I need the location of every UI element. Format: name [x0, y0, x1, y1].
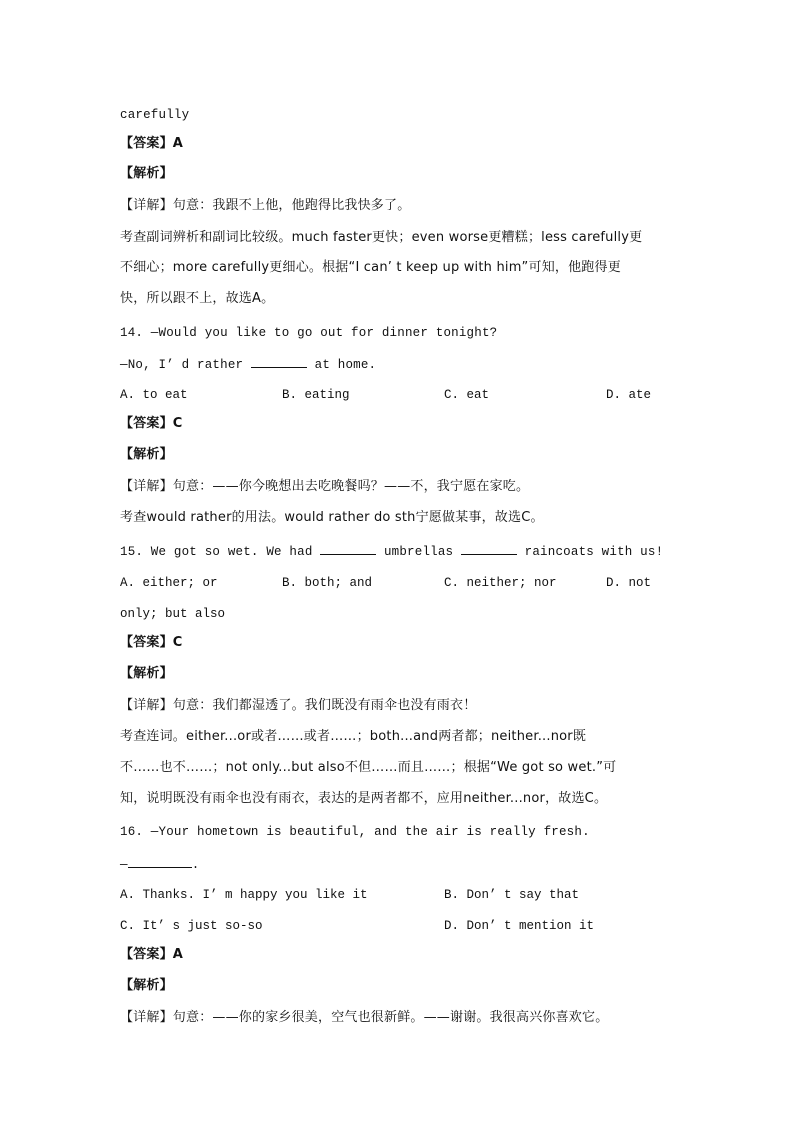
analysis-label: 【解析】	[120, 666, 173, 681]
question-16-end: .	[191, 858, 200, 872]
answer-label: 【答案】A	[120, 136, 184, 151]
explanation-text: 快，所以跟不上，故选A。	[120, 291, 275, 306]
option-b: B. Don’ t say that	[444, 888, 580, 902]
option-c: C. It’ s just so-so	[120, 919, 263, 933]
option-d-continued: only; but also	[120, 607, 226, 621]
explanation-text: 考查副词辨析和副词比较级。much faster更快；even worse更糟糕；less carefully更	[120, 230, 643, 245]
option-b: B. eating	[282, 388, 350, 402]
answer-blank	[128, 855, 192, 868]
question-14-prompt: 14. —Would you like to go out for dinner tonight?	[120, 326, 498, 340]
option-d: D. ate	[606, 388, 652, 402]
question-15-text: 15. We got so wet. We had	[120, 545, 313, 559]
explanation-text: 不……也不……；not only...but also不但……而且……；根据“We got so wet.”可	[120, 760, 617, 775]
question-15-text-mid: umbrellas	[383, 545, 454, 559]
question-14-response	[120, 355, 376, 374]
answer-blank	[251, 355, 307, 368]
question-14-response-text: —No, I’ d rather	[120, 358, 244, 372]
option-d: D. Don’ t mention it	[444, 919, 595, 933]
option-c: C. neither; nor	[444, 576, 557, 590]
analysis-label: 【解析】	[120, 447, 173, 462]
answer-blank	[461, 542, 517, 555]
option-a: A. to eat	[120, 388, 188, 402]
question-16-prompt: 16. —Your hometown is beautiful, and the air is really fresh.	[120, 825, 590, 839]
question-15-text-end: raincoats with us!	[524, 545, 664, 559]
question-16-response	[120, 855, 199, 874]
question-14-response-end: at home.	[314, 358, 377, 372]
option-a: A. either; or	[120, 576, 218, 590]
option-c: C. eat	[444, 388, 490, 402]
option-b: B. both; and	[282, 576, 373, 590]
explanation-text: 考查would rather的用法。would rather do sth宁愿做某事，故选C。	[120, 510, 544, 525]
question-15-prompt	[120, 542, 663, 561]
option-a: A. Thanks. I’ m happy you like it	[120, 888, 368, 902]
text-line: carefully	[120, 108, 190, 122]
detail-text: 【详解】句意：——你今晚想出去吃晚餐吗？——不，我宁愿在家吃。	[120, 479, 530, 494]
detail-text: 【详解】句意：——你的家乡很美，空气也很新鲜。——谢谢。我很高兴你喜欢它。	[120, 1010, 609, 1025]
explanation-text: 考查连词。either...or或者……或者……；both...and两者都；neither...nor既	[120, 729, 587, 744]
analysis-label: 【解析】	[120, 166, 173, 181]
explanation-text: 知，说明既没有雨伞也没有雨衣，表达的是两者都不，应用neither...nor，故选C。	[120, 791, 608, 806]
option-d: D. not	[606, 576, 652, 590]
answer-blank	[320, 542, 376, 555]
detail-text: 【详解】句意：我跟不上他，他跑得比我快多了。	[120, 198, 411, 213]
answer-label: 【答案】A	[120, 947, 184, 962]
explanation-text: 不细心；more carefully更细心。根据“I can’ t keep up with him”可知，他跑得更	[120, 260, 621, 275]
detail-text: 【详解】句意：我们都湿透了。我们既没有雨伞也没有雨衣！	[120, 698, 477, 713]
analysis-label: 【解析】	[120, 978, 173, 993]
question-16-dash: —	[120, 858, 128, 872]
answer-label: 【答案】C	[120, 635, 183, 650]
answer-label: 【答案】C	[120, 416, 183, 431]
